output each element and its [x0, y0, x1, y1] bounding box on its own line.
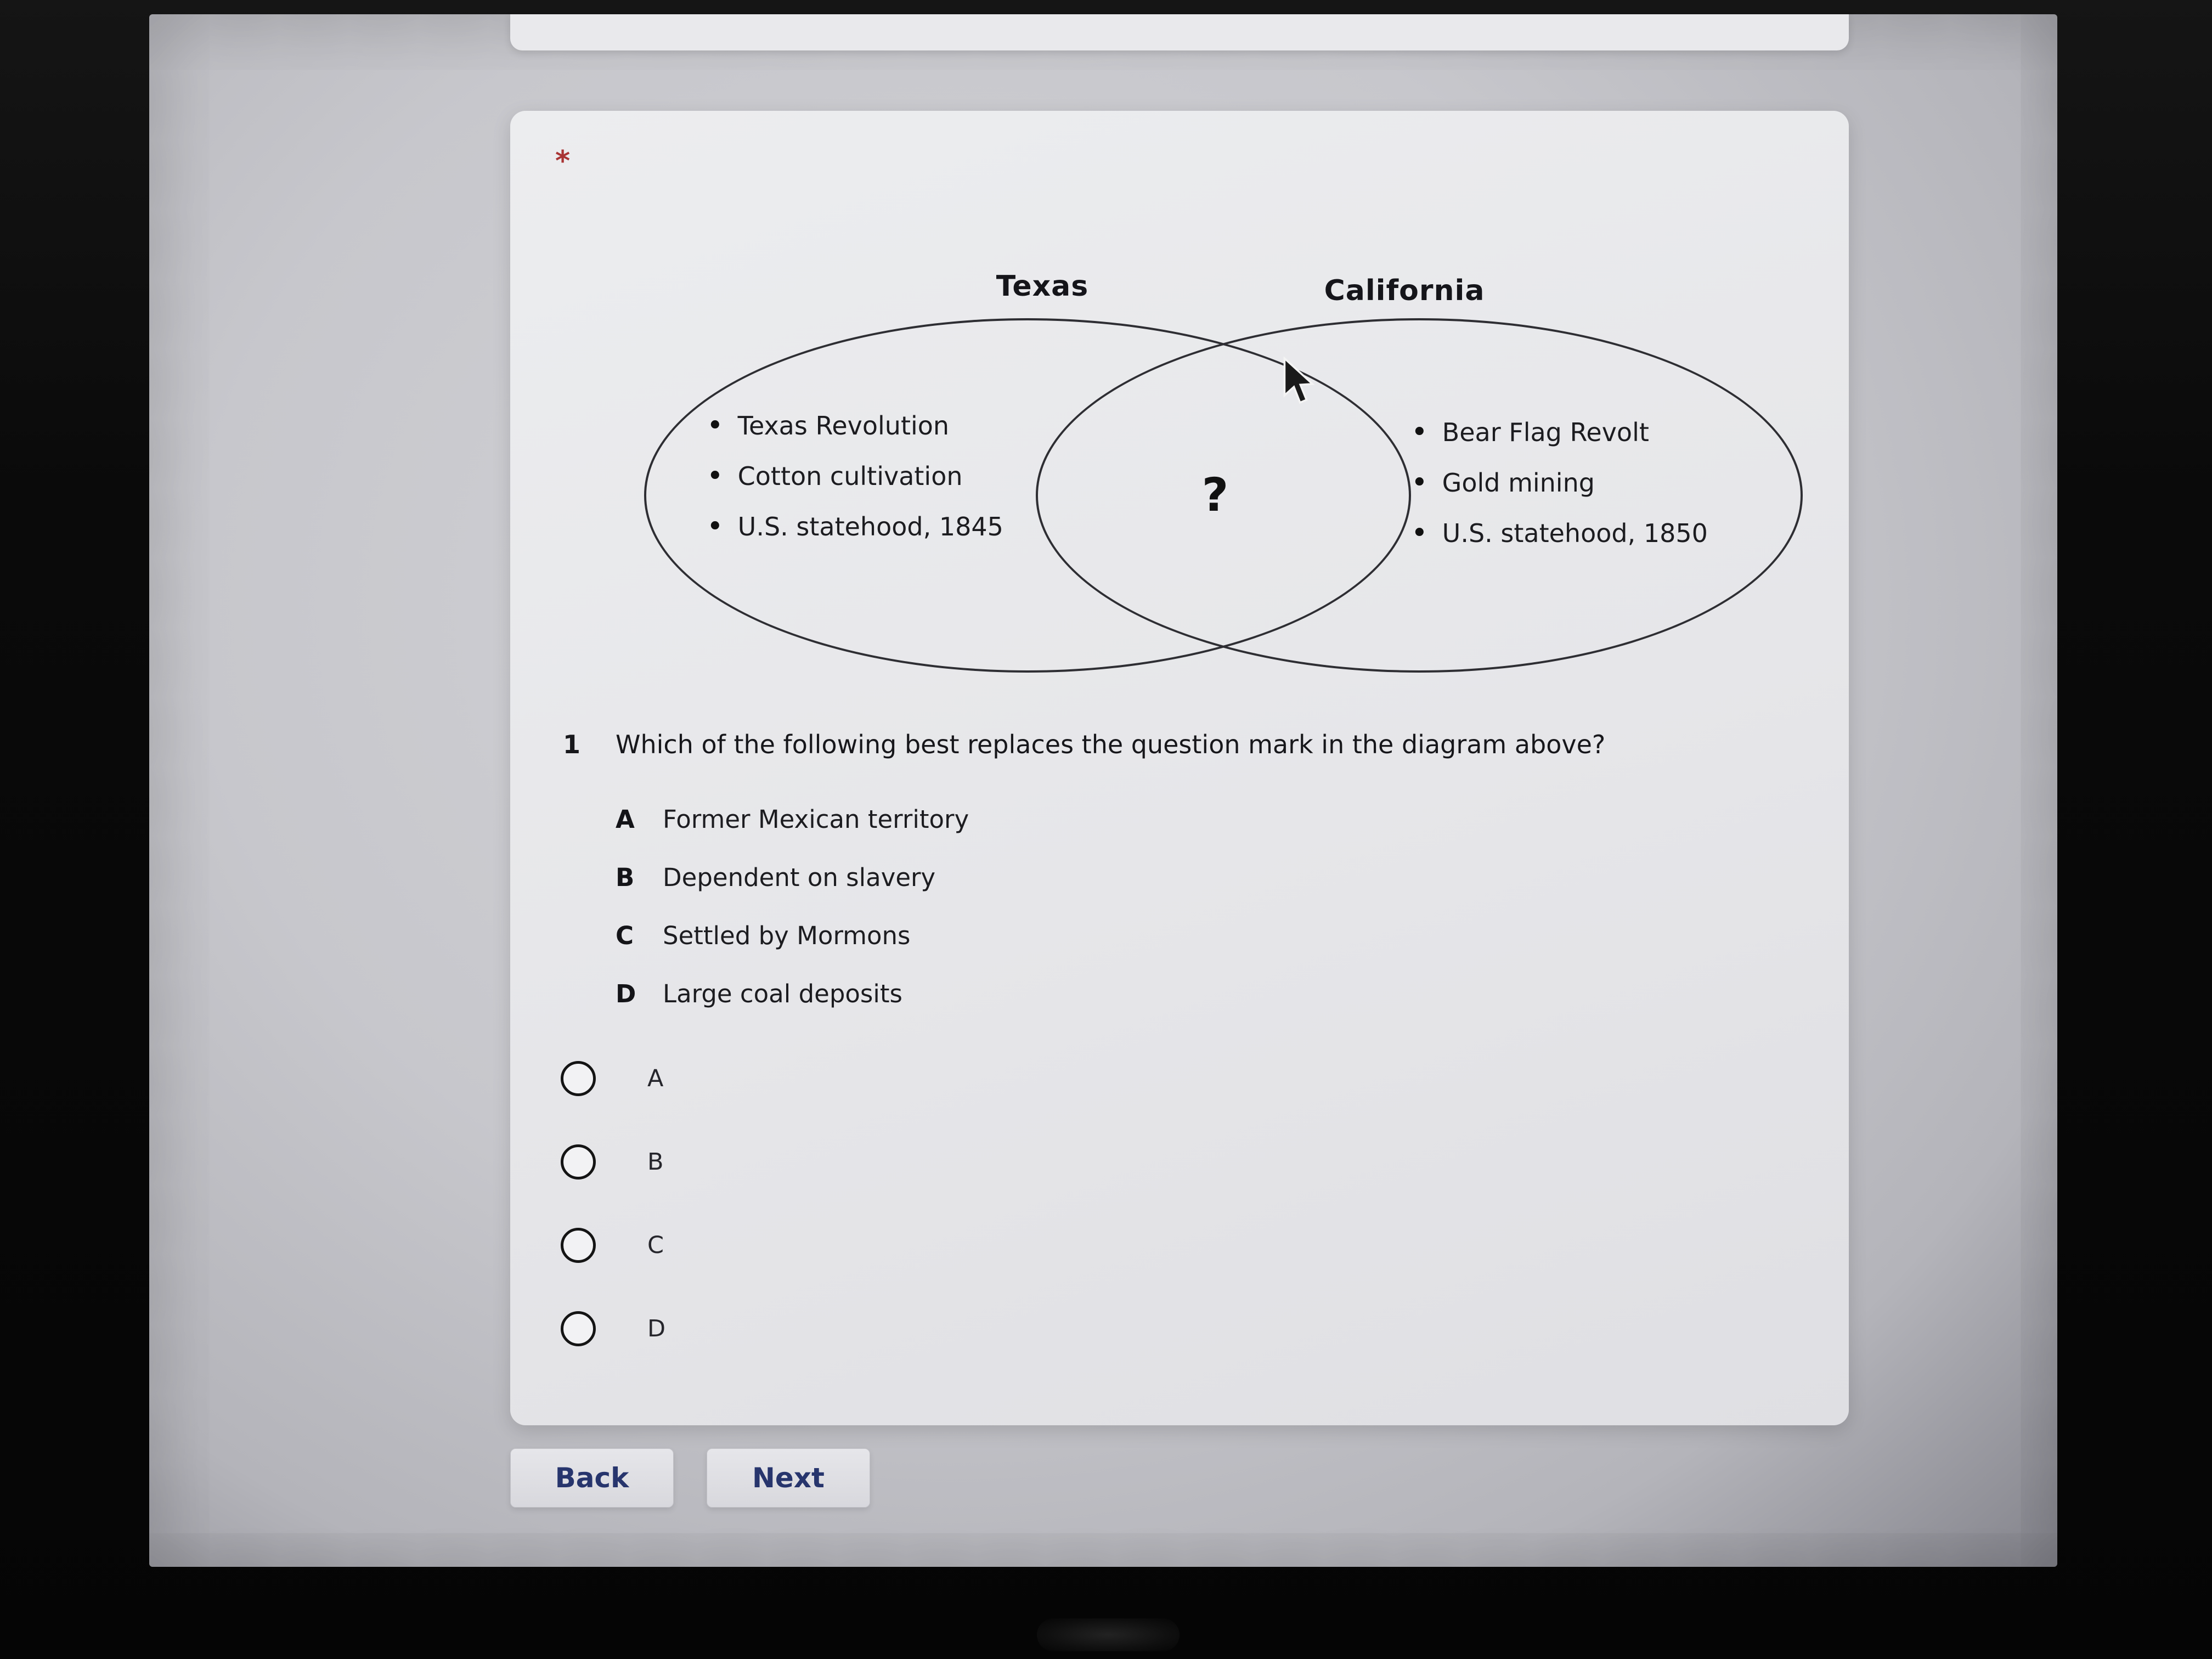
radio-label-a: A	[647, 1065, 664, 1092]
radio-option-c[interactable]	[561, 1204, 665, 1287]
radio-label-c: C	[647, 1232, 664, 1259]
venn-item: • U.S. statehood, 1845	[707, 501, 1003, 552]
venn-left-items	[707, 400, 1003, 552]
choice-c	[616, 906, 969, 964]
radio-button-a[interactable]	[561, 1061, 596, 1096]
question-text: Which of the following best replaces the question mark in the diagram above?	[616, 730, 1606, 759]
radio-button-c[interactable]	[561, 1228, 596, 1263]
venn-intersection-symbol: ?	[1201, 468, 1229, 522]
choice-text: Former Mexican territory	[663, 804, 969, 834]
venn-right-title: California	[1324, 274, 1485, 307]
choice-a	[616, 790, 969, 848]
choice-list	[616, 790, 969, 1023]
choice-d	[616, 964, 969, 1023]
choice-text: Large coal deposits	[663, 979, 902, 1008]
laptop-logo	[1037, 1618, 1180, 1651]
mouse-cursor-icon	[1283, 357, 1319, 407]
venn-item: • Texas Revolution	[707, 400, 1003, 451]
venn-item: • Cotton cultivation	[707, 451, 1003, 501]
venn-item: • U.S. statehood, 1850	[1411, 508, 1708, 558]
radio-option-a[interactable]	[561, 1037, 665, 1120]
radio-button-d[interactable]	[561, 1311, 596, 1346]
venn-item: • Bear Flag Revolt	[1411, 407, 1708, 458]
choice-b	[616, 848, 969, 906]
venn-left-title: Texas	[996, 270, 1089, 303]
choice-text: Settled by Mormons	[663, 921, 911, 950]
choice-letter: C	[616, 921, 634, 950]
back-button[interactable]: Back	[510, 1448, 674, 1508]
choice-letter: D	[616, 979, 636, 1008]
choice-text: Dependent on slavery	[663, 862, 936, 892]
answer-radio-group	[561, 1037, 665, 1370]
radio-button-b[interactable]	[561, 1144, 596, 1180]
question-card	[510, 111, 1849, 1425]
venn-item: • Gold mining	[1411, 458, 1708, 508]
screen	[149, 14, 2057, 1567]
radio-label-d: D	[647, 1315, 666, 1342]
question-number: 1	[563, 730, 581, 759]
required-marker: *	[555, 145, 571, 178]
choice-letter: B	[616, 862, 635, 892]
next-button[interactable]: Next	[707, 1448, 870, 1508]
venn-right-items	[1411, 407, 1708, 558]
radio-option-b[interactable]	[561, 1120, 665, 1204]
choice-letter: A	[616, 804, 635, 834]
radio-label-b: B	[647, 1148, 664, 1176]
question-row	[563, 730, 1605, 759]
radio-option-d[interactable]	[561, 1287, 665, 1370]
venn-diagram	[510, 111, 1849, 725]
previous-card-edge	[510, 14, 1849, 50]
